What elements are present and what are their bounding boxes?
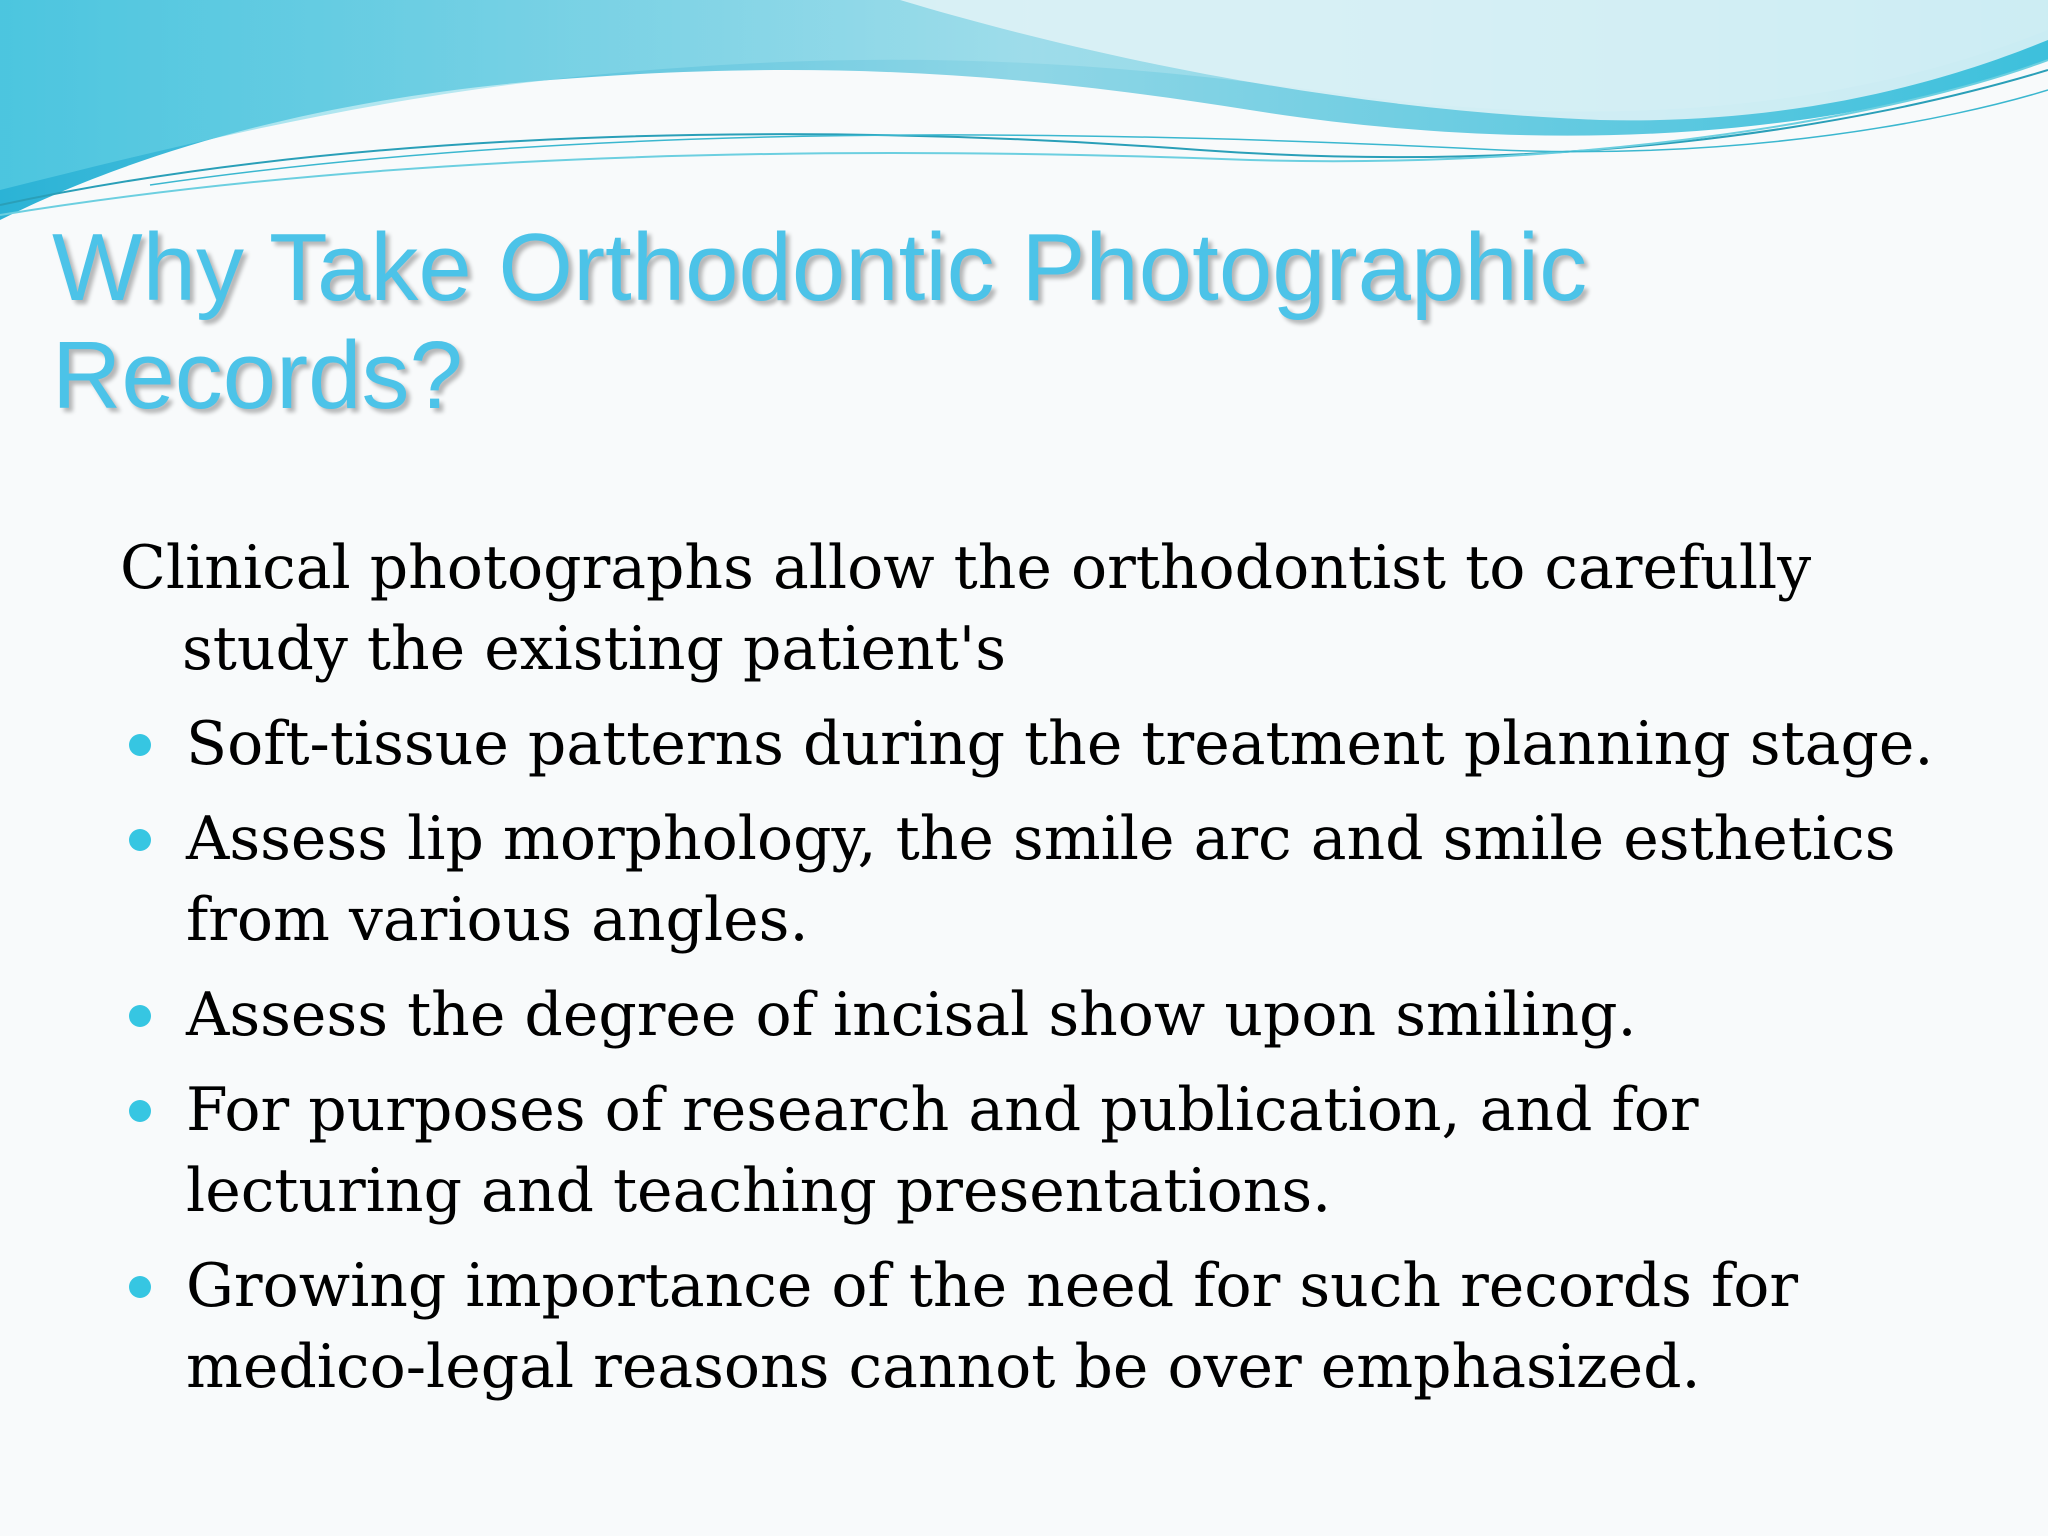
bullet-text: Growing importance of the need for such records for medico-legal reasons cannot be over emphasized.	[186, 1251, 1799, 1402]
bullet-item	[120, 975, 1960, 1056]
bullet-dot-icon	[129, 1100, 151, 1122]
slide-body	[120, 528, 1960, 1422]
slide-title: Why Take Orthodontic Photographic Records?	[52, 214, 1588, 429]
bullet-text: Soft-tissue patterns during the treatment planning stage.	[186, 709, 1934, 779]
bullet-text: Assess the degree of incisal show upon smiling.	[186, 980, 1637, 1050]
bullet-dot-icon	[129, 1005, 151, 1027]
bullet-item	[120, 1246, 1960, 1408]
bullet-dot-icon	[129, 734, 151, 756]
bullet-list	[120, 704, 1960, 1408]
bullet-text: Assess lip morphology, the smile arc and smile esthetics from various angles.	[186, 804, 1896, 955]
bullet-text: For purposes of research and publication, and for lecturing and teaching presentations.	[186, 1075, 1699, 1226]
bullet-dot-icon	[129, 1276, 151, 1298]
bullet-item	[120, 799, 1960, 961]
bullet-item	[120, 1070, 1960, 1232]
intro-paragraph: Clinical photographs allow the orthodontist to carefully study the existing patient's	[120, 533, 1812, 684]
bullet-item	[120, 704, 1960, 785]
bullet-dot-icon	[129, 829, 151, 851]
